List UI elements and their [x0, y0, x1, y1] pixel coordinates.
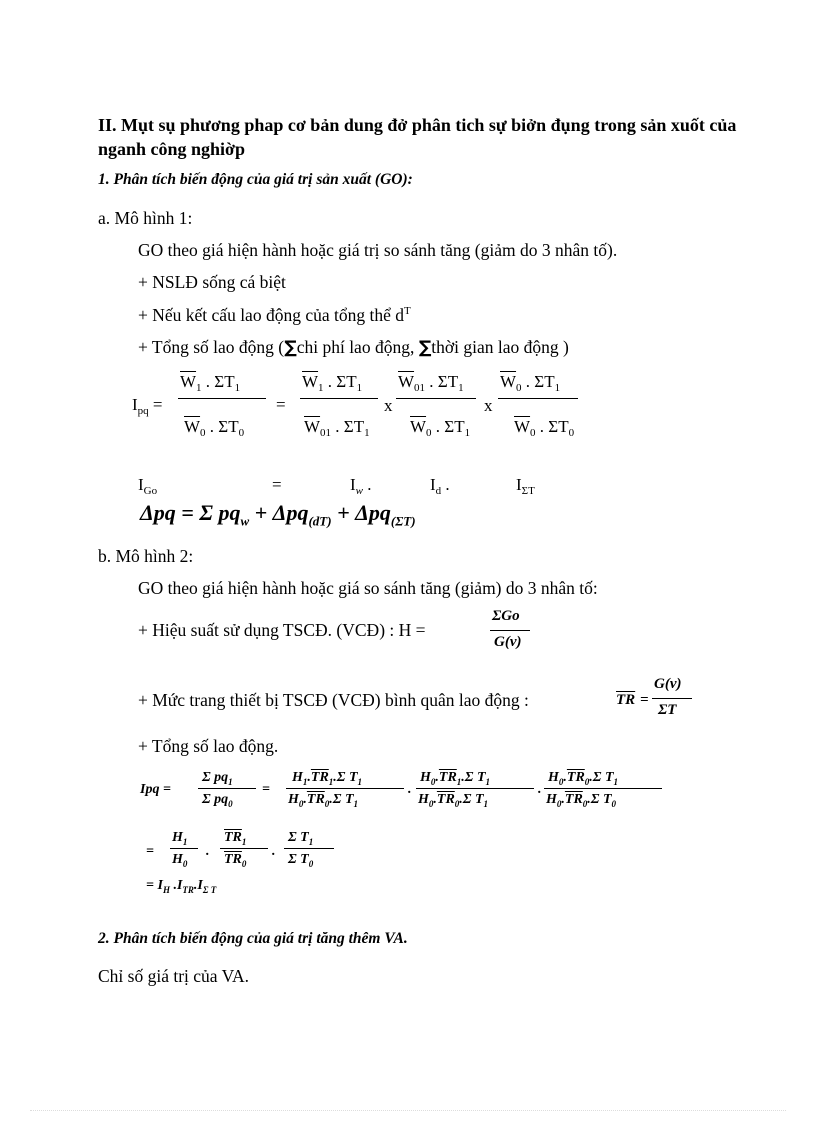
h-denominator: G(v): [494, 634, 522, 650]
tr-symbol: $\overline{TR}$: [616, 692, 636, 708]
section1-title: 1. Phân tích biến động của giá trị sản xuất (GO):: [98, 171, 413, 188]
section2-text: Chỉ số giá trị của VA.: [98, 966, 250, 986]
model1-label: a. Mô hình 1:: [98, 208, 193, 228]
page-bottom-rule: [30, 1110, 786, 1111]
model2-label: b. Mô hình 2:: [98, 546, 194, 566]
model1-factor-1: + NSLĐ sống cá biệt: [138, 272, 286, 292]
tr-numerator: G(v): [654, 676, 682, 692]
tr-equals: =: [640, 692, 649, 708]
model1-factor-3: + Tổng số lao động (∑chi phí lao động, ∑thời gian lao động ): [138, 337, 569, 358]
section-heading: II. Mụt sụ phương phap cơ bản dung đở phân tich sự biởn đụng trong sản xuốt của nganh công nghiờp: [98, 115, 737, 159]
model2-factor-1: + Hiệu suất sử dụng TSCĐ. (VCĐ) : H =: [138, 620, 426, 640]
h-numerator: ΣGo: [492, 608, 520, 624]
model2-intro: GO theo giá hiện hành hoặc giá so sánh tăng (giảm) do 3 nhân tố:: [138, 578, 598, 598]
model1-factor-2: + Nếu kết cấu lao động của tổng thể $d^T$: [138, 305, 411, 325]
delta-pq-formula: Δpq = Σ $pq_w + \Delta pq_{(dT)} + \Delta pq_{(\Sigma T)}$: [140, 500, 416, 529]
section2-title: 2. Phân tích biến động của giá trị tăng thêm VA.: [98, 930, 408, 947]
tr-denominator: ΣT: [658, 702, 677, 718]
document-page: II. Mụt sụ phương phap cơ bản dung đở phân tich sự biởn đụng trong sản xuốt của nganh công nghiờp 1. Phân tích biến động của giá trị sản xuất (GO): a. Mô hình 1: GO theo giá hiện hành hoặc giá trị so sánh tăng (giảm do 3 nhân tố). + NSLĐ sống cá biệt + Nếu kết cấu lao động của tổng thể $d^T$ + Tổng số lao động (∑chi phí lao động, ∑thời gian lao động ) $I_{pq}$ = $\overline{W}_1$ . $\Sigma T_1$ $\overline{W}_0$ . $\Sigma T_0$ = $\overline{W}_1$ . $\Sigma T_1$ $\overline{W}_{01}$ . $\Sigma T_1$ x $\overline{W}_{01}$ . $\Sigma T_1$ $\overline{W}_0$ . $\Sigma T_1$ x $\overline{W}_0$ . $\Sigma T_1$ $\overline{W}_0$ . $\Sigma T_0$ $I_{Go}$ = $I_w$ . $I_d$ . $I_{\Sigma T}$ Δpq = Σ $pq_w + \Delta pq_{(dT)} + \Delta pq_{(\Sigma T)}$ b. Mô hình 2: GO theo giá hiện hành hoặc giá so sánh tăng (giảm) do 3 nhân tố: + Hiệu suất sử dụng TSCĐ. (VCĐ) : H = ΣGo G(v) + Mức trang thiết bị TSCĐ (VCĐ) bình quân lao động : $\overline{TR}$ = G(v) ΣT + Tổng số lao động. Ipq = Σ $pq_1$ Σ $pq_0$ = $H_1.\overline{TR}_1.\Sigma$ $T_1$ $H_0.\overline{TR}_0.\Sigma$ $T_1$ . $H_0.\overline{TR}_1.\Sigma$ $T_1$ $H_0.\overline{TR}_0.\Sigma$ $T_1$ . $H_0.\overline{TR}_0.\Sigma$ $T_1$ $H_0.\overline{TR}_0.\Sigma$ $T_0$ = $H_1$ $H_0$ . $\overline{TR}_1$ $\overline{TR}_0$ . Σ $T_1$ Σ $T_0$ = $I_H$ $.I_{TR}.I_{\Sigma T}$ 2. Phân tích biến động của giá trị tăng thêm VA. Chỉ số giá trị của VA.: [0, 0, 816, 1123]
model2-factor-3: + Tổng số lao động.: [138, 736, 279, 756]
model1-intro: GO theo giá hiện hành hoặc giá trị so sánh tăng (giảm do 3 nhân tố).: [138, 240, 618, 260]
model2-factor-2: + Mức trang thiết bị TSCĐ (VCĐ) bình quân lao động :: [138, 690, 529, 710]
